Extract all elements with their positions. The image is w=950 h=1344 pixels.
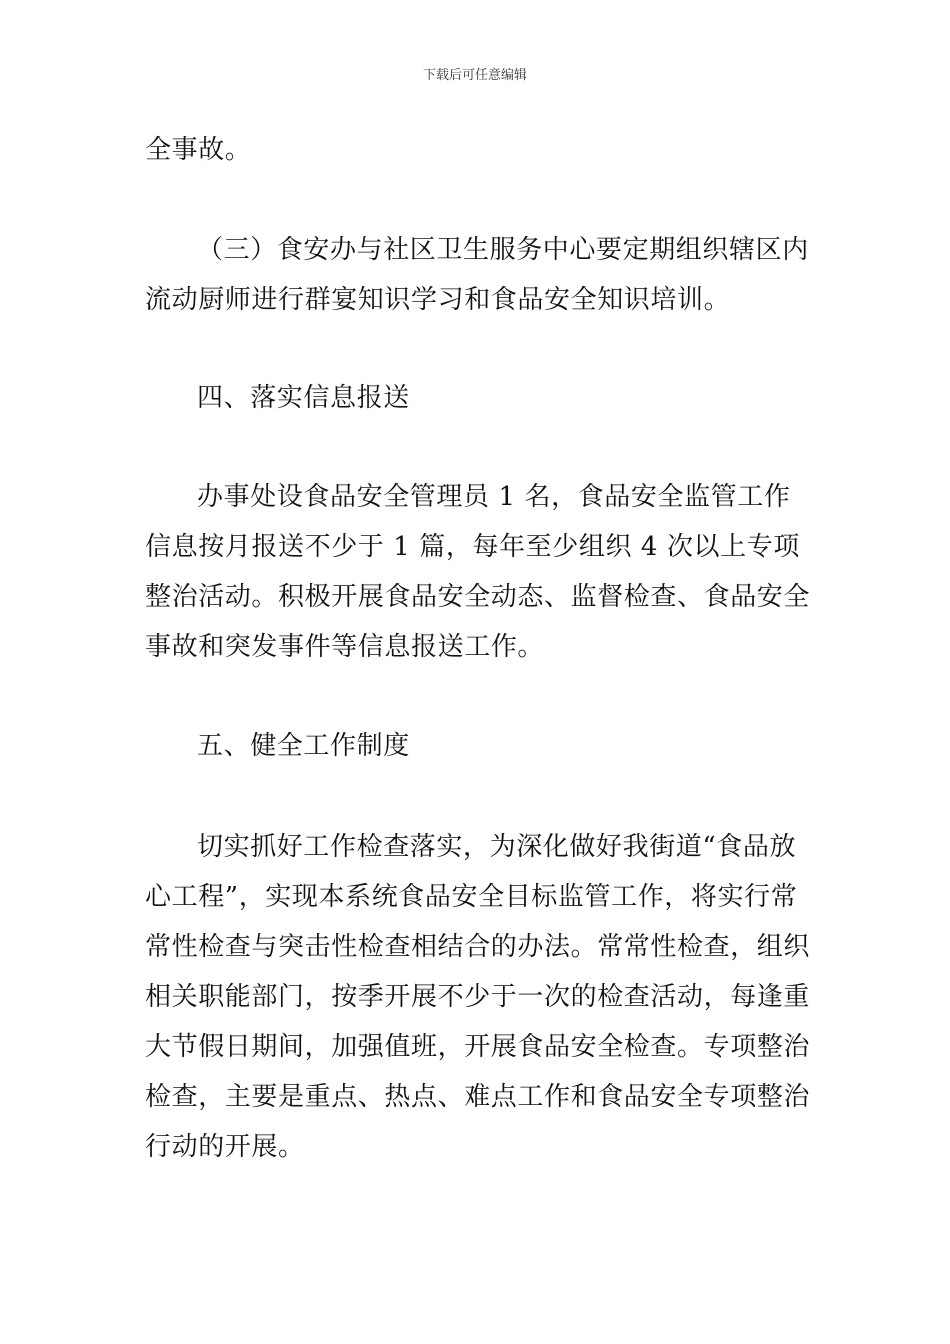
paragraph-info-reporting: 办事处设食品安全管理员 1 名，食品安全监管工作信息按月报送不少于 1 篇，每年至少组织 4 次以上专项整治活动。积极开展食品安全动态、监督检查、食品安全事故和突发事件等信息报送工作。 [145, 482, 811, 662]
paragraph-continuation: 全事故。 [145, 135, 252, 165]
page-header-note: 下载后可任意编辑 [422, 68, 527, 83]
paragraph-work-system: 切实抓好工作检查落实，为深化做好我街道“食品放心工程”，实现本系统食品安全目标监管工作，将实行常常性检查与突击性检查相结合的办法。常常性检查，组织相关职能部门，按季开展不少于一次的检查活动，每逢重大节假日期间，加强值班，开展食品安全检查。专项整治检查，主要是重点、热点、难点工作和食品安全专项整治行动的开展。 [145, 832, 811, 1162]
section-heading-5: 五、健全工作制度 [197, 731, 410, 761]
section-heading-4: 四、落实信息报送 [197, 383, 410, 413]
paragraph-item-3: （三）食安办与社区卫生服务中心要定期组织辖区内流动厨师进行群宴知识学习和食品安全知识培训。 [145, 235, 809, 315]
